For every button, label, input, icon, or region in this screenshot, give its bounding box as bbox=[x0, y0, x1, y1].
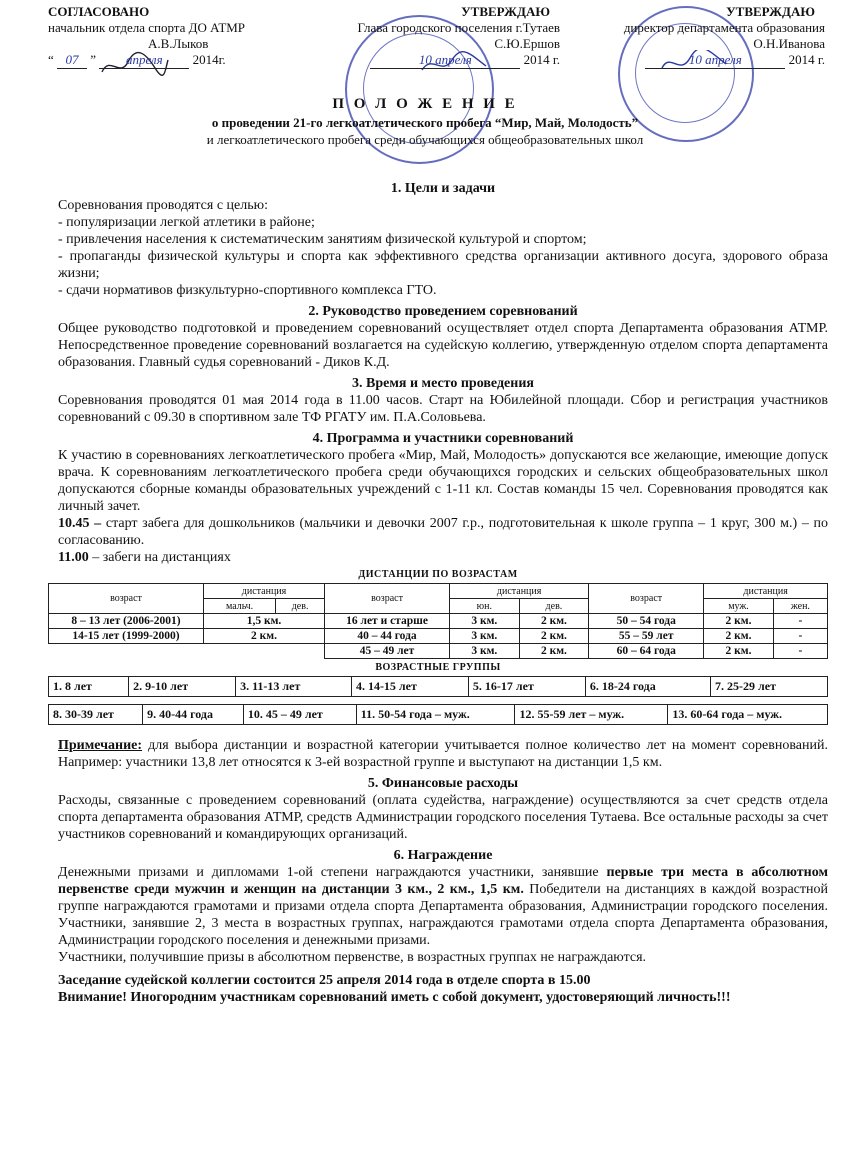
header-cell: юн. bbox=[450, 599, 520, 614]
time-text: – забеги на дистанциях bbox=[88, 550, 231, 565]
paragraph bbox=[58, 515, 828, 549]
time-label: 10.45 – bbox=[58, 516, 102, 531]
paragraph: - сдачи нормативов физкультурно-спортивного комплекса ГТО. bbox=[58, 283, 437, 298]
header-cell: дистанция bbox=[204, 584, 325, 599]
table-cell: 5. 16-17 лет bbox=[468, 677, 585, 697]
paragraph: - популяризации легкой атлетики в районе; bbox=[58, 215, 315, 230]
table-cell: 55 – 59 лет bbox=[589, 629, 704, 644]
paragraph: Расходы, связанные с проведением соревнований (оплата судейства, награждение) осуществляются за счет средств отдела спорта департамента образования АТМР, средств Администрации городского поселения Тутаева. Все остальные расходы за счет участников соревнований и командирующих организаций. bbox=[58, 793, 828, 842]
table-cell: 2 км. bbox=[519, 644, 589, 659]
approval-position: директор департамента образования bbox=[623, 20, 825, 35]
header-cell: дев. bbox=[519, 599, 589, 614]
date-year: 2014 г. bbox=[523, 52, 560, 67]
paragraph: К участию в соревнованиях легкоатлетического пробега «Мир, Май, Молодость» допускаются все желающие, имеющие допуск врача. К соревнованиям легкоатлетического пробега среди обучающихся городских и сельских общеобразовательных школ допускаются сборные команды образовательных учреждений с 1-11 кл. Состав команды 15 чел. Соревнования проводятся как личный зачет. bbox=[58, 448, 828, 514]
age-groups-table-1 bbox=[48, 676, 828, 697]
note-label: Примечание: bbox=[58, 738, 143, 753]
table-header-row bbox=[49, 584, 828, 599]
paragraph: Соревнования проводятся 01 мая 2014 года в 11.00 часов. Старт на Юбилейной площади. Сбор и регистрация участников соревнований с 09.30 в спортивном зале ТФ РГАТУ им. П.А.Соловьева. bbox=[58, 393, 828, 425]
date-handwritten: 10 апреля bbox=[370, 52, 520, 69]
section-heading: 1. Цели и задачи bbox=[390, 181, 496, 196]
title-subtitle: о проведении 21-го легкоатлетического пробега “Мир, Май, Молодость” bbox=[211, 115, 639, 130]
paragraph: - привлечения населения к систематическим занятиям физической культурой и спортом; bbox=[58, 232, 587, 247]
table-cell: 2 км. bbox=[704, 614, 774, 629]
table-cell: 2. 9-10 лет bbox=[129, 677, 236, 697]
table-cell: 45 – 49 лет bbox=[325, 644, 450, 659]
table-row bbox=[49, 644, 828, 659]
header-cell: дев. bbox=[276, 599, 325, 614]
table-cell: 2 км. bbox=[519, 614, 589, 629]
header-cell: возраст bbox=[589, 584, 704, 614]
header-cell: жен. bbox=[773, 599, 827, 614]
table-cell: 2 км. bbox=[519, 629, 589, 644]
table-cell bbox=[204, 644, 325, 659]
approval-name: О.Н.Иванова bbox=[753, 36, 825, 51]
document-body bbox=[53, 176, 829, 1006]
section-heading: 6. Награждение bbox=[393, 848, 493, 863]
table-cell: - bbox=[773, 644, 827, 659]
header-cell: возраст bbox=[49, 584, 204, 614]
table-cell: 2 км. bbox=[204, 629, 325, 644]
table-cell: 60 – 64 года bbox=[589, 644, 704, 659]
header-cell: муж. bbox=[704, 599, 774, 614]
table-cell: 7. 25-29 лет bbox=[711, 677, 828, 697]
table-cell: 9. 40-44 года bbox=[143, 705, 244, 725]
text-emphasis: первые три места в абсолютном первенстве среди мужчин и женщин на дистанции 3 км., 2 км., 1,5 км. bbox=[58, 865, 828, 897]
table-cell: - bbox=[773, 629, 827, 644]
approval-head-city bbox=[310, 4, 560, 69]
title-subtitle-2: и легкоатлетического пробега среди обучающихся общеобразовательных школ bbox=[206, 132, 644, 147]
approval-head: УТВЕРЖДАЮ bbox=[726, 4, 815, 19]
section-heading: 2. Руководство проведением соревнований bbox=[308, 304, 578, 319]
approval-date-line bbox=[48, 52, 298, 69]
header-cell: мальч. bbox=[204, 599, 276, 614]
footer-line: Внимание! Иногородним участникам соревнований иметь с собой документ, удостоверяющий личность!!! bbox=[58, 990, 731, 1005]
table-cell bbox=[49, 644, 204, 659]
quote-close: ” bbox=[90, 52, 97, 67]
table-row bbox=[49, 705, 828, 725]
quote-open: “ bbox=[48, 52, 54, 67]
approval-position: начальник отдела спорта ДО АТМР bbox=[48, 20, 245, 35]
approval-name: А.В.Лыков bbox=[148, 36, 209, 51]
text-span: Победители на дистанциях в каждой возрастной группе награждаются грамотами и призами отдела спорта Департамента образования, Администрации городского поселения. Участники, занявшие 2, 3 места в возрастных группах, награждаются грамотами отдела спорта Департамента образования, Администрации городского поселения и денежными призами. bbox=[58, 882, 828, 948]
date-year: 2014г. bbox=[192, 52, 226, 67]
table-cell: 1. 8 лет bbox=[49, 677, 129, 697]
table-cell: 4. 14-15 лет bbox=[351, 677, 468, 697]
note-text: для выбора дистанции и возрастной категории учитывается полное количество лет на момент соревнований. Например: участники 13,8 лет относятся к 3-ей возрастной группе и выступают на дистанции 1,5 км. bbox=[58, 738, 828, 770]
paragraph: - пропаганды физической культуры и спорта как эффективного средства организации активного досуга, здорового образа жизни; bbox=[58, 249, 828, 281]
time-text: старт забега для дошкольников (мальчики и девочки 2007 г.р., подготовительная к школе группа – 1 круг, 300 м.) – по согласованию. bbox=[58, 516, 829, 548]
table-cell: 10. 45 – 49 лет bbox=[243, 705, 356, 725]
table-cell: 1,5 км. bbox=[204, 614, 325, 629]
approval-position: Глава городского поселения г.Тутаев bbox=[357, 20, 560, 35]
approval-block bbox=[0, 4, 850, 104]
header-cell: дистанция bbox=[704, 584, 828, 599]
table-cell: - bbox=[773, 614, 827, 629]
date-month: апреля bbox=[99, 52, 189, 69]
table-cell: 16 лет и старше bbox=[325, 614, 450, 629]
paragraph bbox=[58, 864, 828, 949]
table-cell: 2 км. bbox=[704, 629, 774, 644]
time-label: 11.00 bbox=[58, 550, 89, 565]
approval-name: С.Ю.Ершов bbox=[494, 36, 560, 51]
date-year: 2014 г. bbox=[788, 52, 825, 67]
approval-name-line bbox=[48, 36, 298, 52]
table-cell: 6. 18-24 года bbox=[585, 677, 710, 697]
table-cell: 11. 50-54 года – муж. bbox=[356, 705, 515, 725]
paragraph bbox=[58, 549, 828, 566]
table-caption: ДИСТАНЦИИ ПО ВОЗРАСТАМ bbox=[358, 569, 518, 580]
section-heading: 4. Программа и участники соревнований bbox=[312, 431, 574, 446]
table-cell: 3 км. bbox=[450, 644, 520, 659]
table-row bbox=[49, 677, 828, 697]
approval-head: СОГЛАСОВАНО bbox=[48, 4, 150, 19]
distance-table bbox=[48, 583, 828, 659]
header-cell: дистанция bbox=[450, 584, 589, 599]
section-heading: 3. Время и место проведения bbox=[352, 376, 534, 391]
paragraph: Участники, получившие призы в абсолютном первенстве, в возрастных группах не награждаются. bbox=[58, 950, 647, 965]
table-cell: 14-15 лет (1999-2000) bbox=[49, 629, 204, 644]
paragraph: Общее руководство подготовкой и проведением соревнований осуществляет отдел спорта Департамента образования АТМР. Непосредственное проведение соревнований возлагается на судейскую коллегию, утвержденную отделом спорта департамента образования. Главный судья соревнований - Диков К.Д. bbox=[58, 321, 828, 370]
approval-director bbox=[585, 4, 825, 69]
header-cell: возраст bbox=[325, 584, 450, 614]
table-cell: 13. 60-64 года – муж. bbox=[668, 705, 828, 725]
note-paragraph bbox=[58, 737, 828, 771]
table-caption: ВОЗРАСТНЫЕ ГРУППЫ bbox=[375, 662, 501, 673]
table-row bbox=[49, 614, 828, 629]
table-cell: 3. 11-13 лет bbox=[236, 677, 352, 697]
date-handwritten: 10 апреля bbox=[645, 52, 785, 69]
table-cell: 40 – 44 года bbox=[325, 629, 450, 644]
table-cell: 2 км. bbox=[704, 644, 774, 659]
approval-date-line bbox=[310, 52, 560, 69]
table-cell: 3 км. bbox=[450, 614, 520, 629]
text-span: Денежными призами и дипломами 1-ой степени награждаются участники, занявшие bbox=[58, 865, 607, 880]
table-cell: 3 км. bbox=[450, 629, 520, 644]
approval-agreed bbox=[48, 4, 298, 69]
section-heading: 5. Финансовые расходы bbox=[367, 776, 519, 791]
document-title bbox=[0, 96, 850, 148]
table-cell: 8. 30-39 лет bbox=[49, 705, 143, 725]
table-row bbox=[49, 629, 828, 644]
age-groups-table-2 bbox=[48, 704, 828, 725]
title-main: П О Л О Ж Е Н И Е bbox=[332, 96, 518, 112]
approval-date-line bbox=[585, 52, 825, 69]
table-cell: 12. 55-59 лет – муж. bbox=[515, 705, 668, 725]
table-cell: 8 – 13 лет (2006-2001) bbox=[49, 614, 204, 629]
table-cell: 50 – 54 года bbox=[589, 614, 704, 629]
date-day: 07 bbox=[57, 52, 87, 69]
approval-head: УТВЕРЖДАЮ bbox=[461, 4, 550, 19]
footer-line: Заседание судейской коллегии состоится 25 апреля 2014 года в отделе спорта в 15.00 bbox=[58, 973, 591, 988]
paragraph: Соревнования проводятся с целью: bbox=[58, 198, 268, 213]
